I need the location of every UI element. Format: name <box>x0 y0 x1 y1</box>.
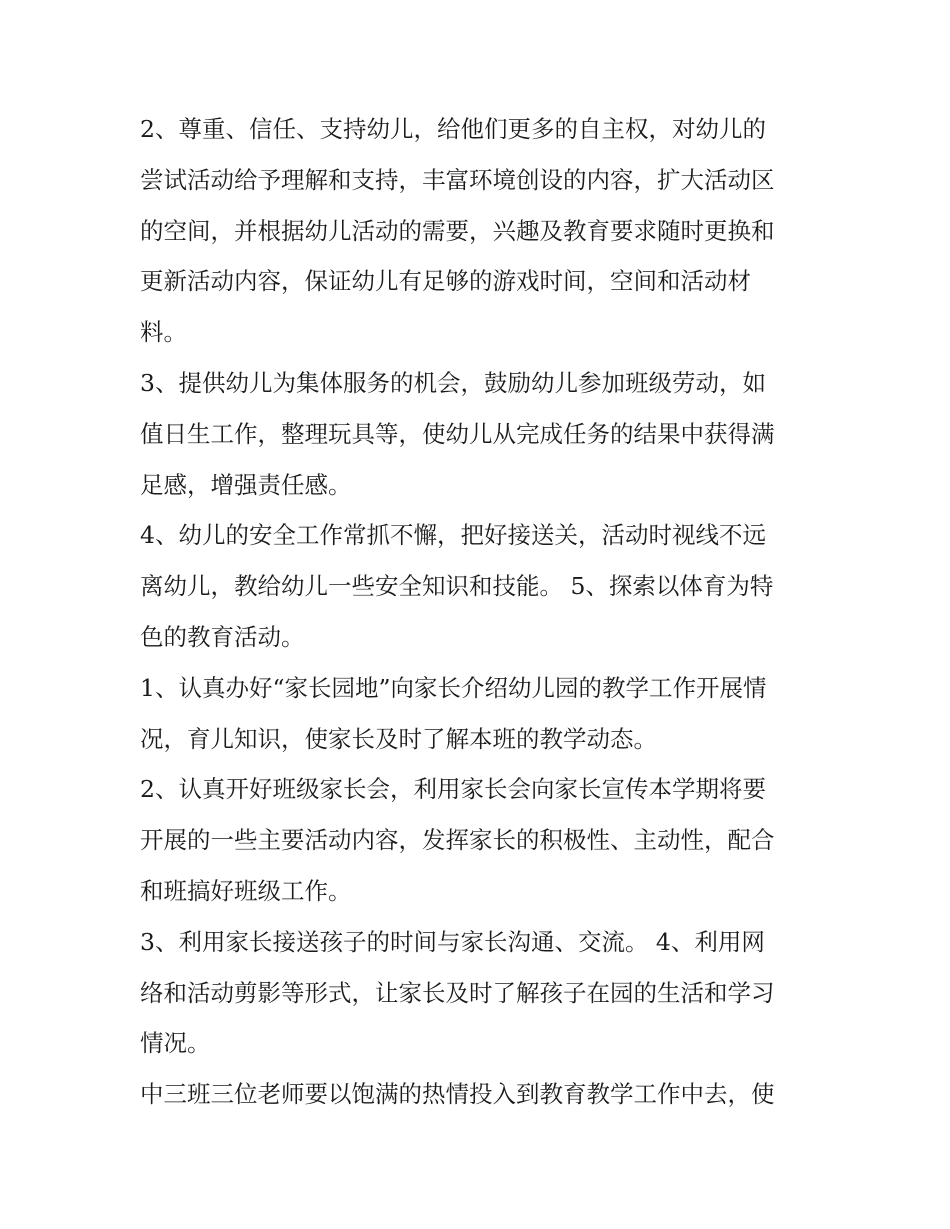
document-body <box>140 104 820 1120</box>
text-line: 的空间，并根据幼儿活动的需要，兴趣及教育要求随时更换和 <box>140 216 775 245</box>
paragraph-parent-communication <box>140 917 820 1069</box>
text-line: 料。 <box>140 318 187 347</box>
paragraph-teachers-commitment <box>140 1069 820 1120</box>
paragraph-collective-service <box>140 358 820 510</box>
text-line: 1、认真办好“家长园地”向家长介绍幼儿园的教学工作开展情 <box>140 673 767 702</box>
text-line: 足感，增强责任感。 <box>140 470 352 499</box>
text-line: 值日生工作，整理玩具等，使幼儿从完成任务的结果中获得满 <box>140 419 775 448</box>
text-line: 中三班三位老师要以饱满的热情投入到教育教学工作中去，使 <box>140 1080 775 1109</box>
text-line: 更新活动内容，保证幼儿有足够的游戏时间，空间和活动材 <box>140 267 751 296</box>
paragraph-respect-support-children <box>140 104 820 358</box>
text-line: 情况。 <box>140 1029 211 1058</box>
text-line: 尝试活动给予理解和支持，丰富环境创设的内容，扩大活动区 <box>140 165 775 194</box>
paragraph-safety-work <box>140 510 820 662</box>
text-line: 色的教育活动。 <box>140 622 305 651</box>
text-line: 离幼儿，教给幼儿一些安全知识和技能。 5、探索以体育为特 <box>140 572 774 601</box>
text-line: 4、幼儿的安全工作常抓不懈，把好接送关，活动时视线不远 <box>140 521 766 550</box>
text-line: 和班搞好班级工作。 <box>140 876 352 905</box>
text-line: 2、尊重、信任、支持幼儿，给他们更多的自主权，对幼儿的 <box>140 115 766 143</box>
text-line: 2、认真开好班级家长会，利用家长会向家长宣传本学期将要 <box>140 775 766 804</box>
paragraph-parent-meeting <box>140 764 820 916</box>
paragraph-parent-garden <box>140 663 820 765</box>
text-line: 3、利用家长接送孩子的时间与家长沟通、交流。 4、利用网 <box>140 927 765 956</box>
text-line: 3、提供幼儿为集体服务的机会，鼓励幼儿参加班级劳动，如 <box>140 368 766 397</box>
text-line: 开展的一些主要活动内容，发挥家长的积极性、主动性，配合 <box>140 826 775 855</box>
text-line: 况，育儿知识，使家长及时了解本班的教学动态。 <box>140 724 657 753</box>
text-line: 络和活动剪影等形式，让家长及时了解孩子在园的生活和学习 <box>140 978 775 1007</box>
